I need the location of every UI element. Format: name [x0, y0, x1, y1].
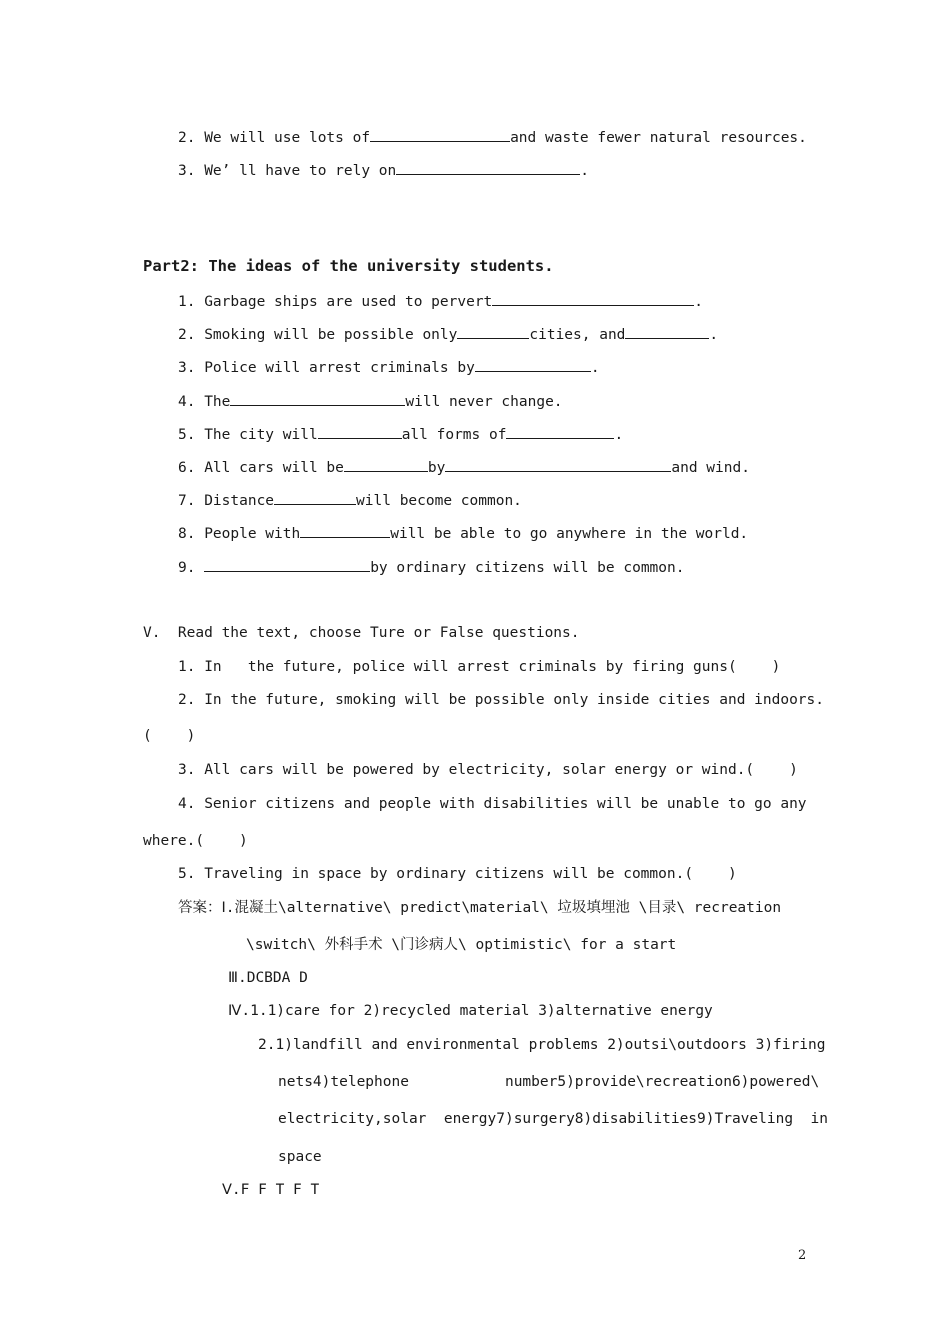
tf-question-2-answer[interactable]: ( )	[143, 728, 196, 744]
question-number: 2.	[178, 327, 196, 343]
question-text: will be able to go anywhere in the world.	[390, 526, 749, 542]
question-text: .	[709, 327, 719, 343]
question-text: Garbage ships are used to pervert	[204, 294, 493, 310]
answer-line-5: 2.1)landfill and environmental problems 2)outsi\outdoors 3)firing	[258, 1037, 826, 1053]
answer-blank[interactable]	[230, 391, 405, 406]
answer-blank[interactable]	[274, 490, 356, 505]
question-text: and wind.	[671, 460, 750, 476]
section5-heading: V. Read the text, choose Ture or False questions.	[143, 625, 580, 641]
question-number: 3.	[178, 163, 196, 179]
answer-line-2: \switch\ 外科手术 \门诊病人\ optimistic\ for a start	[246, 937, 677, 953]
question-number: 3.	[178, 360, 196, 376]
question-number: 1.	[178, 294, 196, 310]
question-text: .	[580, 163, 589, 179]
answer-line-3: Ⅲ.DCBDA D	[228, 970, 308, 986]
question-text: People with	[204, 526, 301, 542]
answer-blank[interactable]	[318, 424, 402, 439]
question-text: The city will	[204, 427, 318, 443]
answer-line-7: electricity,solar energy7)surgery8)disabilities9)Traveling in	[278, 1111, 828, 1127]
tf-question-4-cont: where.( )	[143, 833, 248, 849]
answer-blank[interactable]	[457, 324, 529, 339]
question-text: .	[590, 360, 600, 376]
answer-line-1: 答案：Ⅰ.混凝土\alternative\ predict\material\ 垃圾填埋池 \目录\ recreation	[178, 900, 782, 916]
part2-question-9	[178, 557, 684, 578]
tf-question-3: 3. All cars will be powered by electricity, solar energy or wind.( )	[178, 762, 798, 778]
question-text: .	[694, 294, 704, 310]
question-text: .	[614, 427, 624, 443]
part2-question-6	[178, 457, 750, 478]
answer-line-6: nets4)telephone number5)provide\recreation6)powered\	[278, 1074, 820, 1090]
tf-question-5: 5. Traveling in space by ordinary citizens will be common.( )	[178, 866, 737, 882]
question-text: by	[427, 460, 446, 476]
part2-question-5	[178, 424, 623, 445]
answer-blank[interactable]	[396, 160, 580, 175]
question-number: 5.	[178, 427, 196, 443]
part2-heading: Part2: The ideas of the university students.	[143, 257, 554, 275]
answer-blank[interactable]	[344, 457, 428, 472]
answer-line-4: Ⅳ.1.1)care for 2)recycled material 3)alternative energy	[228, 1003, 713, 1019]
answer-blank[interactable]	[506, 424, 614, 439]
answer-line-9: Ⅴ.F F T F T	[222, 1182, 320, 1198]
answer-blank[interactable]	[445, 457, 671, 472]
question-text: by ordinary citizens will be common.	[370, 560, 685, 576]
question-text: We will use lots of	[204, 130, 371, 146]
part2-question-4	[178, 391, 563, 412]
question-text: Smoking will be possible only	[204, 327, 458, 343]
question-number: 7.	[178, 493, 196, 509]
question-number: 2.	[178, 130, 196, 146]
question-text: Police will arrest criminals by	[204, 360, 475, 376]
part1-question-3	[178, 160, 589, 181]
answer-blank[interactable]	[625, 324, 709, 339]
question-text: all forms of	[401, 427, 507, 443]
part2-question-2	[178, 324, 718, 345]
question-text: The	[204, 394, 231, 410]
answer-blank[interactable]	[492, 291, 694, 306]
question-number: 9.	[178, 560, 196, 576]
question-text: and waste fewer natural resources.	[510, 130, 807, 146]
tf-question-4: 4. Senior citizens and people with disabilities will be unable to go any	[178, 796, 807, 812]
tf-question-1: 1. In the future, police will arrest criminals by firing guns( )	[178, 659, 781, 675]
part2-question-1	[178, 291, 703, 312]
question-text: cities, and	[529, 327, 626, 343]
question-text: All cars will be	[204, 460, 344, 476]
answer-blank[interactable]	[204, 557, 370, 572]
part2-question-7	[178, 490, 522, 511]
question-text: We’ ll have to rely on	[204, 163, 397, 179]
part1-question-2	[178, 127, 807, 148]
answer-blank[interactable]	[475, 357, 591, 372]
answer-blank[interactable]	[300, 523, 390, 538]
page-number: 2	[798, 1248, 807, 1263]
part2-question-8	[178, 523, 748, 544]
tf-question-2: 2. In the future, smoking will be possible only inside cities and indoors.	[178, 692, 825, 708]
part2-question-3	[178, 357, 600, 378]
question-text: will become common.	[356, 493, 522, 509]
answer-blank[interactable]	[370, 127, 510, 142]
question-number: 6.	[178, 460, 196, 476]
answer-line-8: space	[278, 1149, 322, 1165]
question-number: 8.	[178, 526, 196, 542]
question-number: 4.	[178, 394, 196, 410]
question-text: Distance	[204, 493, 275, 509]
question-text: will never change.	[405, 394, 563, 410]
